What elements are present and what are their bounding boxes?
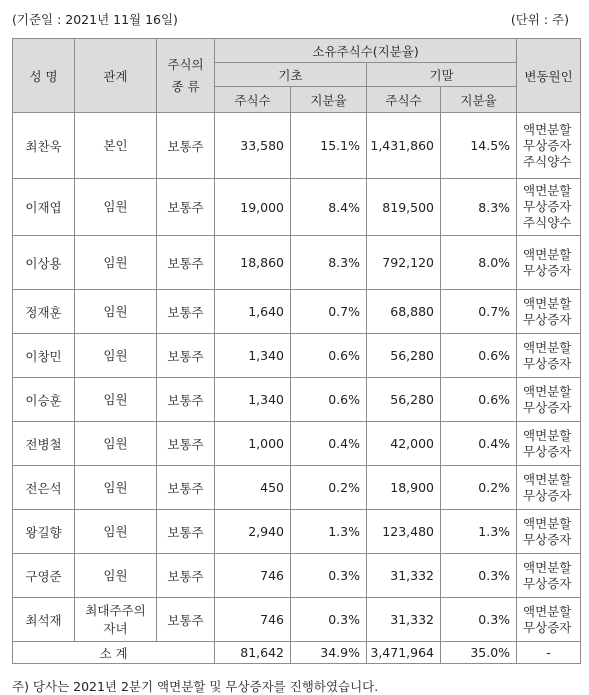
table-row bbox=[13, 510, 581, 554]
stock-type: 보통주 bbox=[157, 466, 215, 510]
holder-relation bbox=[75, 378, 157, 422]
stock-type: 보통주 bbox=[157, 378, 215, 422]
unit-label: (단위 : 주) bbox=[510, 12, 569, 27]
header-relation: 관계 bbox=[75, 39, 157, 113]
cause-line: 액면분할 bbox=[523, 603, 572, 619]
cause-line: 액면분할 bbox=[523, 295, 572, 311]
cause-line: 액면분할 bbox=[523, 246, 572, 262]
begin-ratio: 0.3% bbox=[291, 554, 367, 598]
total-label: 소 계 bbox=[13, 642, 215, 664]
header-end-ratio: 지분율 bbox=[441, 87, 517, 113]
holder-name: 최찬욱 bbox=[13, 113, 75, 179]
holder-name: 전은석 bbox=[13, 466, 75, 510]
holder-relation bbox=[75, 113, 157, 179]
table-row bbox=[13, 466, 581, 510]
holder-name: 이창민 bbox=[13, 334, 75, 378]
change-cause bbox=[517, 378, 581, 422]
relation-line: 임원 bbox=[103, 199, 128, 214]
begin-ratio: 1.3% bbox=[291, 510, 367, 554]
stock-type: 보통주 bbox=[157, 290, 215, 334]
header-begin-ratio: 지분율 bbox=[291, 87, 367, 113]
stock-type: 보통주 bbox=[157, 554, 215, 598]
end-ratio: 0.3% bbox=[441, 598, 517, 642]
holder-relation bbox=[75, 290, 157, 334]
begin-shares: 746 bbox=[215, 598, 291, 642]
holder-name: 정재훈 bbox=[13, 290, 75, 334]
holder-relation bbox=[75, 334, 157, 378]
table-row bbox=[13, 334, 581, 378]
relation-line: 본인 bbox=[103, 137, 128, 153]
begin-shares: 1,640 bbox=[215, 290, 291, 334]
relation-line: 자녀 bbox=[103, 620, 128, 636]
cause-line: 액면분할 bbox=[523, 559, 572, 575]
change-cause bbox=[517, 113, 581, 179]
total-begin-ratio: 34.9% bbox=[291, 642, 367, 664]
end-ratio: 8.0% bbox=[441, 236, 517, 290]
end-ratio: 1.3% bbox=[441, 510, 517, 554]
shareholding-table bbox=[12, 38, 581, 664]
change-cause bbox=[517, 179, 581, 236]
end-ratio: 0.6% bbox=[441, 378, 517, 422]
change-cause bbox=[517, 236, 581, 290]
begin-shares: 1,000 bbox=[215, 422, 291, 466]
begin-shares: 33,580 bbox=[215, 113, 291, 179]
holder-relation bbox=[75, 466, 157, 510]
relation-line: 임원 bbox=[103, 435, 128, 451]
holder-name: 전병철 bbox=[13, 422, 75, 466]
end-ratio: 0.6% bbox=[441, 334, 517, 378]
total-end-shares: 3,471,964 bbox=[367, 642, 441, 664]
holder-relation bbox=[75, 179, 157, 236]
cause-line: 무상증자 bbox=[523, 137, 572, 153]
cause-line: 액면분할 bbox=[523, 515, 572, 531]
begin-shares: 1,340 bbox=[215, 334, 291, 378]
begin-shares: 2,940 bbox=[215, 510, 291, 554]
table-row bbox=[13, 236, 581, 290]
change-cause bbox=[517, 422, 581, 466]
cause-line: 액면분할 bbox=[523, 183, 572, 198]
table-row bbox=[13, 598, 581, 642]
cause-line: 액면분할 bbox=[523, 471, 572, 487]
end-ratio: 8.3% bbox=[441, 179, 517, 236]
stock-type: 보통주 bbox=[157, 422, 215, 466]
cause-line: 무상증자 bbox=[523, 355, 572, 371]
cause-line: 주식양수 bbox=[523, 215, 572, 230]
begin-shares: 746 bbox=[215, 554, 291, 598]
end-shares: 31,332 bbox=[367, 554, 441, 598]
holder-relation bbox=[75, 510, 157, 554]
cause-line: 무상증자 bbox=[523, 443, 572, 459]
begin-ratio: 8.3% bbox=[291, 236, 367, 290]
end-shares: 18,900 bbox=[367, 466, 441, 510]
relation-line: 임원 bbox=[103, 347, 128, 363]
holder-relation bbox=[75, 236, 157, 290]
table-caption bbox=[12, 10, 577, 30]
cause-line: 무상증자 bbox=[523, 575, 572, 591]
header-begin: 기초 bbox=[215, 63, 367, 87]
cause-line: 무상증자 bbox=[523, 199, 572, 214]
cause-line: 액면분할 bbox=[523, 383, 572, 399]
end-shares: 1,431,860 bbox=[367, 113, 441, 179]
cause-line: 무상증자 bbox=[523, 399, 572, 415]
header-stock-type-line2: 종 류 bbox=[171, 78, 200, 94]
stock-type: 보통주 bbox=[157, 334, 215, 378]
table-row bbox=[13, 422, 581, 466]
cause-line: 무상증자 bbox=[523, 619, 572, 635]
end-ratio: 0.7% bbox=[441, 290, 517, 334]
stock-type: 보통주 bbox=[157, 236, 215, 290]
end-ratio: 14.5% bbox=[441, 113, 517, 179]
header-cause: 변동원인 bbox=[517, 39, 581, 113]
cause-line: 무상증자 bbox=[523, 311, 572, 327]
stock-type: 보통주 bbox=[157, 113, 215, 179]
table-row bbox=[13, 113, 581, 179]
cause-line: 무상증자 bbox=[523, 531, 572, 547]
end-shares: 123,480 bbox=[367, 510, 441, 554]
end-shares: 56,280 bbox=[367, 378, 441, 422]
table-row bbox=[13, 179, 581, 236]
begin-ratio: 0.4% bbox=[291, 422, 367, 466]
begin-ratio: 0.6% bbox=[291, 334, 367, 378]
holder-relation bbox=[75, 554, 157, 598]
begin-shares: 1,340 bbox=[215, 378, 291, 422]
total-cause: - bbox=[517, 642, 581, 664]
header-ownership: 소유주식수(지분율) bbox=[215, 39, 517, 63]
end-ratio: 0.3% bbox=[441, 554, 517, 598]
change-cause bbox=[517, 334, 581, 378]
table-row bbox=[13, 554, 581, 598]
end-shares: 792,120 bbox=[367, 236, 441, 290]
change-cause bbox=[517, 554, 581, 598]
header-stock-type-line1: 주식의 bbox=[167, 56, 204, 72]
holder-name: 왕길향 bbox=[13, 510, 75, 554]
footnote: 주) 당사는 2021년 2분기 액면분할 및 무상증자를 진행하였습니다. bbox=[12, 679, 379, 694]
change-cause bbox=[517, 466, 581, 510]
relation-line: 임원 bbox=[103, 567, 128, 583]
header-end-shares: 주식수 bbox=[367, 87, 441, 113]
holder-name: 구영준 bbox=[13, 554, 75, 598]
base-date: (기준일 : 2021년 11월 16일) bbox=[12, 12, 178, 27]
begin-shares: 19,000 bbox=[215, 179, 291, 236]
header-begin-shares: 주식수 bbox=[215, 87, 291, 113]
relation-line: 임원 bbox=[103, 391, 128, 407]
stock-type: 보통주 bbox=[157, 179, 215, 236]
holder-name: 이재엽 bbox=[13, 179, 75, 236]
begin-ratio: 0.7% bbox=[291, 290, 367, 334]
begin-ratio: 0.2% bbox=[291, 466, 367, 510]
total-end-ratio: 35.0% bbox=[441, 642, 517, 664]
cause-line: 주식양수 bbox=[523, 153, 572, 169]
change-cause bbox=[517, 598, 581, 642]
header-name: 성 명 bbox=[13, 39, 75, 113]
end-shares: 819,500 bbox=[367, 179, 441, 236]
begin-ratio: 0.3% bbox=[291, 598, 367, 642]
relation-line: 임원 bbox=[103, 523, 128, 539]
cause-line: 액면분할 bbox=[523, 427, 572, 443]
begin-ratio: 15.1% bbox=[291, 113, 367, 179]
holder-name: 이승훈 bbox=[13, 378, 75, 422]
stock-type: 보통주 bbox=[157, 598, 215, 642]
holder-name: 최석재 bbox=[13, 598, 75, 642]
change-cause bbox=[517, 510, 581, 554]
header-end: 기말 bbox=[367, 63, 517, 87]
cause-line: 액면분할 bbox=[523, 339, 572, 355]
end-shares: 56,280 bbox=[367, 334, 441, 378]
end-shares: 42,000 bbox=[367, 422, 441, 466]
cause-line: 무상증자 bbox=[523, 262, 572, 278]
table-row bbox=[13, 378, 581, 422]
begin-shares: 450 bbox=[215, 466, 291, 510]
stock-type: 보통주 bbox=[157, 510, 215, 554]
holder-name: 이상용 bbox=[13, 236, 75, 290]
end-shares: 68,880 bbox=[367, 290, 441, 334]
holder-relation bbox=[75, 598, 157, 642]
change-cause bbox=[517, 290, 581, 334]
total-begin-shares: 81,642 bbox=[215, 642, 291, 664]
begin-ratio: 8.4% bbox=[291, 179, 367, 236]
begin-shares: 18,860 bbox=[215, 236, 291, 290]
relation-line: 임원 bbox=[103, 479, 128, 495]
header-stock-type bbox=[157, 39, 215, 113]
total-row bbox=[13, 642, 581, 664]
holder-relation bbox=[75, 422, 157, 466]
end-ratio: 0.2% bbox=[441, 466, 517, 510]
table-body bbox=[13, 113, 581, 664]
relation-line: 임원 bbox=[103, 303, 128, 319]
end-ratio: 0.4% bbox=[441, 422, 517, 466]
cause-line: 무상증자 bbox=[523, 487, 572, 503]
table-row bbox=[13, 290, 581, 334]
relation-line: 최대주주의 bbox=[85, 602, 146, 618]
end-shares: 31,332 bbox=[367, 598, 441, 642]
cause-line: 액면분할 bbox=[523, 121, 572, 137]
relation-line: 임원 bbox=[103, 254, 128, 270]
begin-ratio: 0.6% bbox=[291, 378, 367, 422]
